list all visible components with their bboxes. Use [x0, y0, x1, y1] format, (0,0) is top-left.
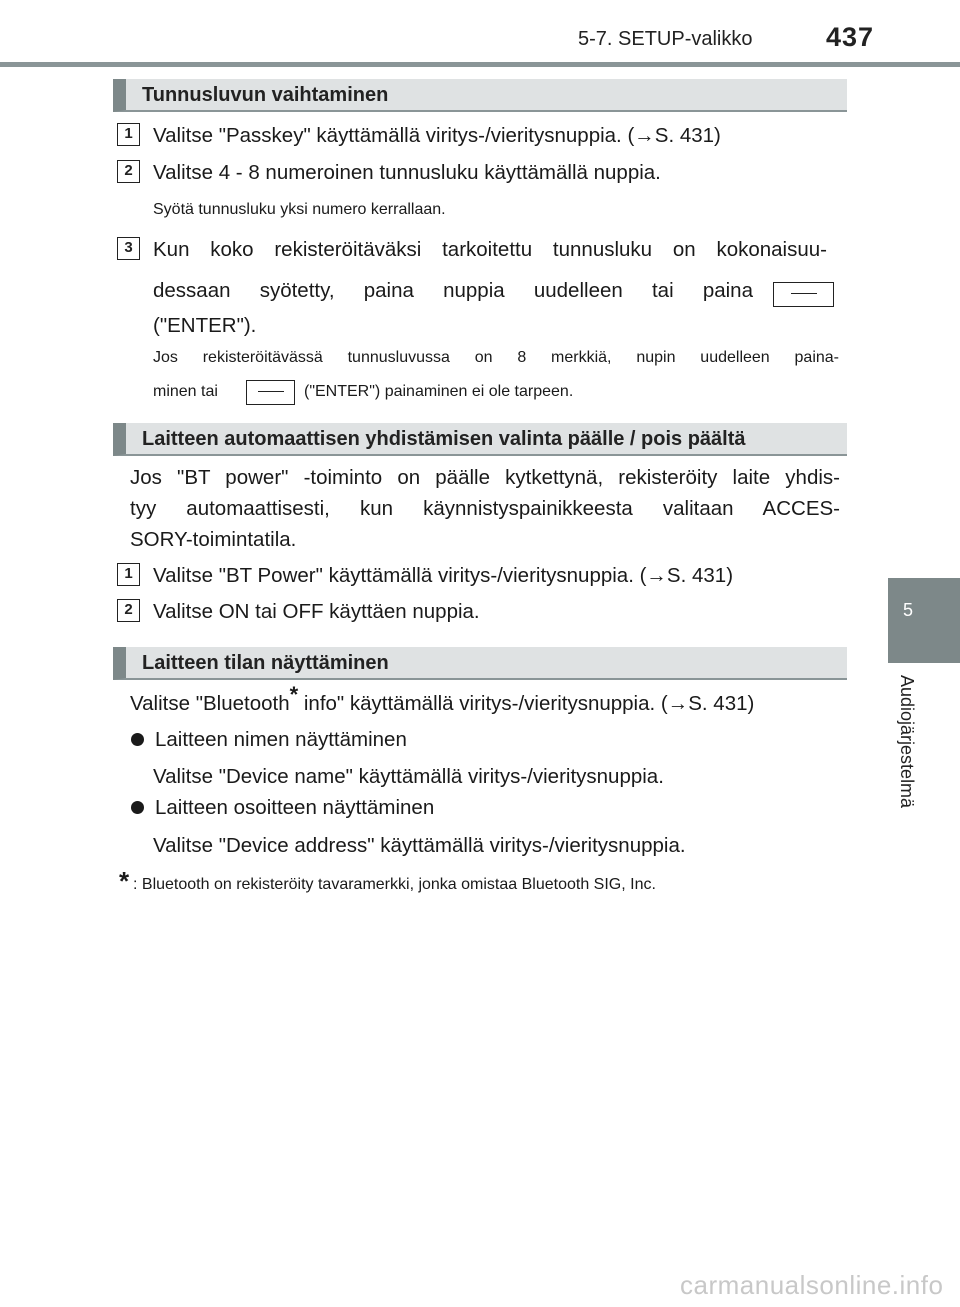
step-number-badge: 2 — [117, 599, 140, 622]
section-heading-passkey — [113, 79, 847, 112]
step-number-badge: 2 — [117, 160, 140, 183]
intro-text: Valitse "Bluetooth — [130, 692, 290, 715]
enter-button-icon — [773, 282, 834, 307]
bullet-text: Valitse "Device address" käyttämällä viritys-/vieritysnuppia. — [153, 834, 686, 857]
bullet-icon — [131, 801, 144, 814]
step-text: Valitse 4 - 8 numeroinen tunnusluku käyttämällä nuppia. — [153, 161, 661, 184]
step-text: Kun koko rekisteröitäväksi tarkoitettu tunnusluku on kokonaisuu- — [153, 238, 827, 261]
header-section-title: 5-7. SETUP-valikko — [578, 28, 753, 50]
watermark: carmanualsonline.info — [680, 1270, 944, 1300]
bullet-icon — [131, 733, 144, 746]
section-title: Laitteen automaattisen yhdistämisen valinta päälle / pois päältä — [142, 428, 746, 450]
step-text: Valitse "Passkey" käyttämällä viritys-/vieritysnuppia. (→S. 431) — [153, 124, 721, 147]
step-number-badge: 1 — [117, 563, 140, 586]
section-intro: tyy automaattisesti, kun käynnistyspainikkeesta valitaan ACCES- — [130, 497, 840, 520]
footnote-marker: * — [289, 682, 299, 708]
chapter-label: Audiojärjestelmä — [897, 675, 917, 809]
section-heading-device-status — [113, 647, 847, 680]
section-title: Tunnusluvun vaihtaminen — [142, 84, 389, 106]
step-text: Valitse ON tai OFF käyttäen nuppia. — [153, 600, 480, 623]
header-divider — [0, 62, 960, 67]
step-note: Syötä tunnusluku yksi numero kerrallaan. — [153, 201, 446, 218]
step-number-badge: 1 — [117, 123, 140, 146]
footnote-text: : Bluetooth on rekisteröity tavaramerkki, jonka omistaa Bluetooth SIG, Inc. — [133, 876, 656, 893]
section-intro: Jos "BT power" -toiminto on päälle kytkettynä, rekisteröity laite yhdis- — [130, 466, 840, 489]
enter-button-icon — [246, 380, 295, 405]
footnote-star: * — [119, 866, 130, 896]
bullet-heading: Laitteen osoitteen näyttäminen — [155, 796, 435, 819]
bullet-text: Valitse "Device name" käyttämällä viritys-/vieritysnuppia. — [153, 765, 664, 788]
section-title: Laitteen tilan näyttäminen — [142, 652, 389, 674]
section-intro: SORY-toimintatila. — [130, 528, 297, 551]
bullet-heading: Laitteen nimen näyttäminen — [155, 728, 407, 751]
step-note: Jos rekisteröitävässä tunnusluvussa on 8 merkkiä, nupin uudelleen paina- — [153, 349, 839, 366]
section-heading-auto-connect — [113, 423, 847, 456]
step-note: ("ENTER") painaminen ei ole tarpeen. — [304, 383, 574, 400]
section-intro — [130, 682, 755, 716]
intro-text: info" käyttämällä viritys-/vieritysnuppia. (→S. 431) — [298, 692, 755, 715]
step-number-badge: 3 — [117, 237, 140, 260]
step-note: minen tai — [153, 383, 218, 400]
step-text: dessaan syötetty, paina nuppia uudelleen tai paina — [153, 279, 753, 302]
step-text: Valitse "BT Power" käyttämällä viritys-/vieritysnuppia. (→S. 431) — [153, 564, 734, 587]
chapter-number: 5 — [902, 600, 913, 620]
page-number: 437 — [826, 22, 875, 52]
step-text: ("ENTER"). — [153, 314, 257, 337]
